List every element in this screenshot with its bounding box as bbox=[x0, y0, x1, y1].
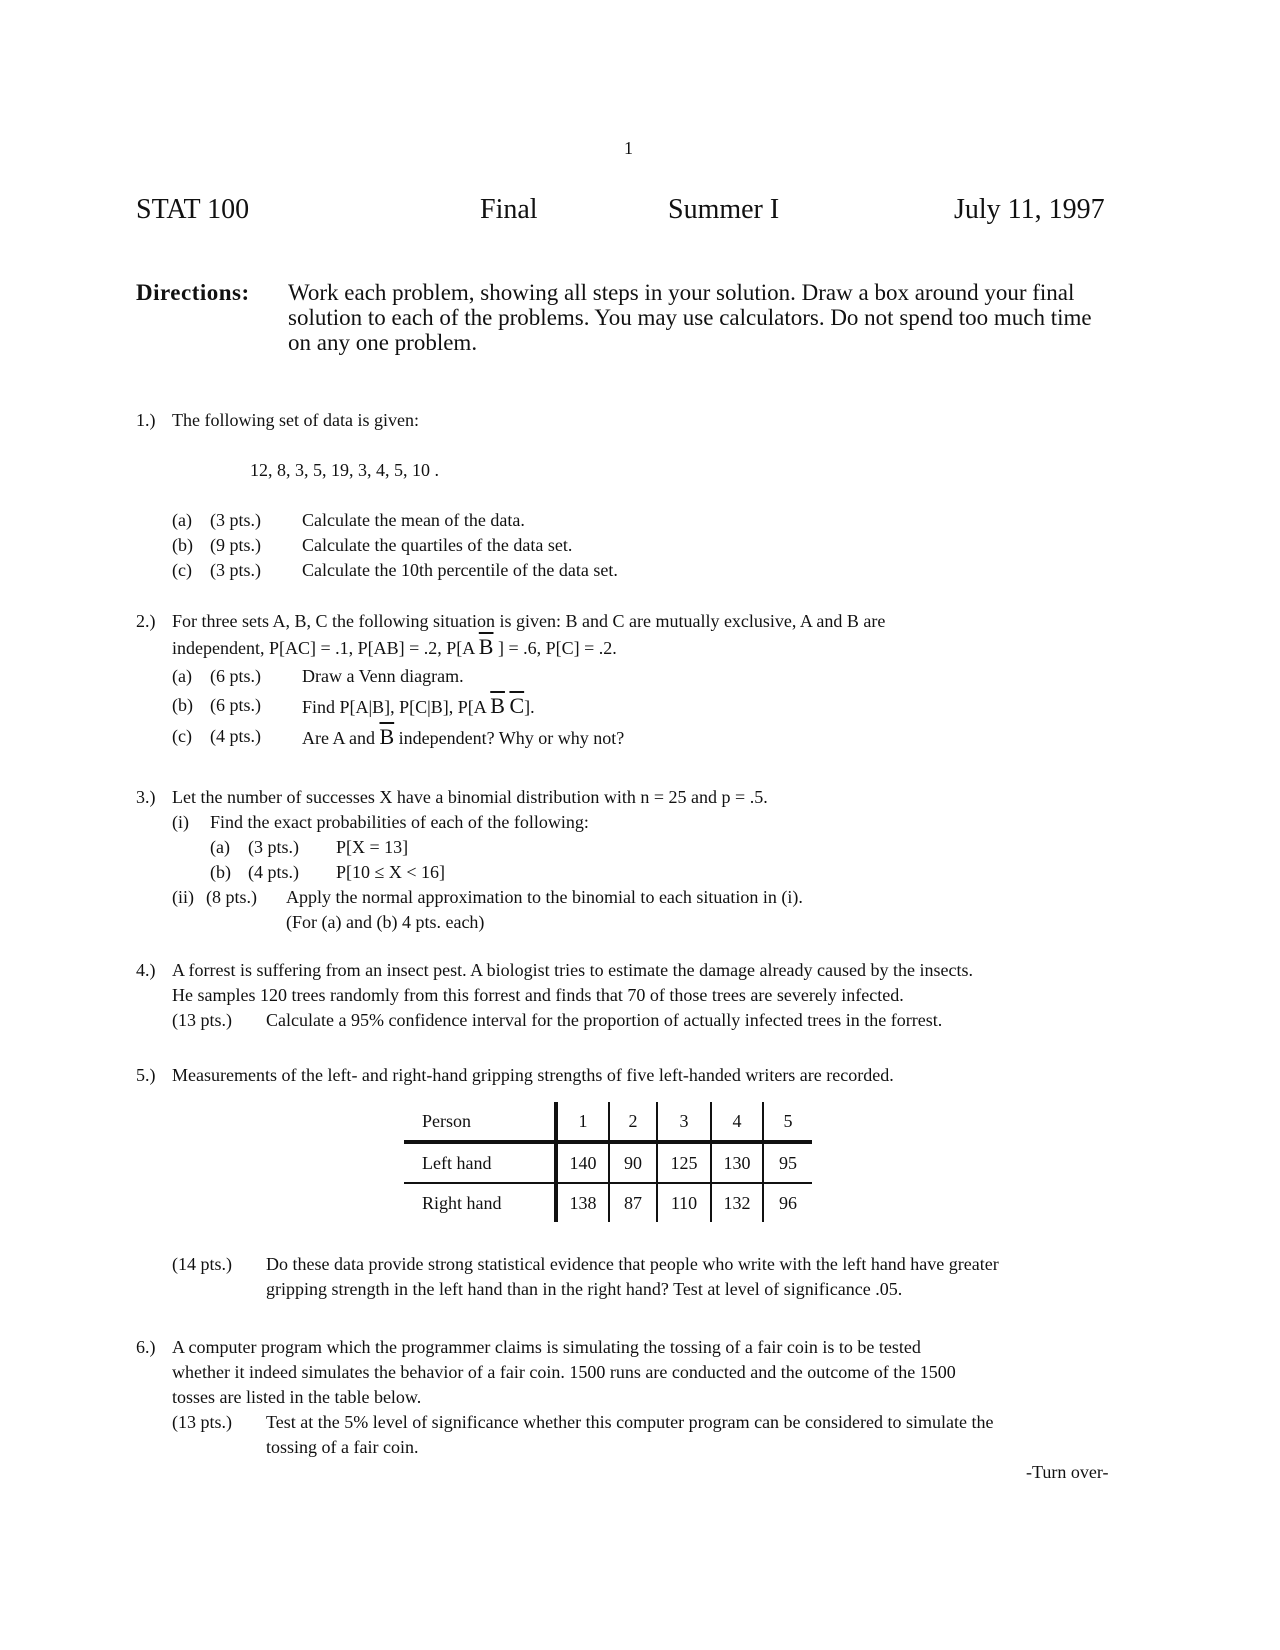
part-label: (a) bbox=[172, 510, 192, 530]
part-label: (b) bbox=[172, 695, 193, 715]
part-c bbox=[172, 724, 625, 749]
question-number: 3.) bbox=[136, 787, 156, 807]
part-label: (b) bbox=[210, 862, 231, 882]
question-stem-line3: tosses are listed in the table below. bbox=[172, 1387, 422, 1407]
part-points: (4 pts.) bbox=[248, 862, 299, 882]
table-header-row bbox=[404, 1102, 812, 1142]
table-cell: 96 bbox=[763, 1183, 812, 1222]
stem-text: independent, P[AC] = .1, P[AB] = .2, P[A bbox=[172, 638, 475, 658]
table-cell: 138 bbox=[556, 1183, 609, 1222]
question-number: 2.) bbox=[136, 611, 156, 631]
exam-date: July 11, 1997 bbox=[954, 194, 1105, 225]
question-stem-line1: For three sets A, B, C the following situation is given: B and C are mutually exclusive, A and B are bbox=[172, 611, 886, 631]
table-row bbox=[404, 1183, 812, 1222]
question-1 bbox=[136, 408, 1136, 588]
part-text-d: ]. bbox=[524, 697, 535, 717]
sub-i-text: Find the exact probabilities of each of the following: bbox=[210, 812, 589, 832]
question-number: 4.) bbox=[136, 960, 156, 980]
c-complement: $\overline{C}$ bbox=[509, 693, 525, 718]
task-text-line2: tossing of a fair coin. bbox=[266, 1437, 419, 1457]
question-number: 6.) bbox=[136, 1337, 156, 1357]
part-text: Calculate the mean of the data. bbox=[302, 510, 525, 530]
question-stem-line2: whether it indeed simulates the behavior of a fair coin. 1500 runs are conducted and the outcome of the 1500 bbox=[172, 1362, 956, 1382]
table-header-cell: 1 bbox=[556, 1102, 609, 1142]
task-points: (14 pts.) bbox=[172, 1254, 232, 1274]
question-number: 5.) bbox=[136, 1065, 156, 1085]
task-text-line1: Test at the 5% level of significance whether this computer program can be considered to simulate the bbox=[266, 1412, 994, 1432]
part-label: (b) bbox=[172, 535, 193, 555]
task-text-line1: Do these data provide strong statistical evidence that people who write with the left hand have greater bbox=[266, 1254, 999, 1274]
part-a bbox=[172, 508, 525, 533]
table-cell: 125 bbox=[657, 1142, 711, 1183]
task-points: (13 pts.) bbox=[172, 1010, 232, 1030]
table-cell: 130 bbox=[711, 1142, 763, 1183]
table-cell: Right hand bbox=[422, 1192, 502, 1213]
question-6 bbox=[136, 1335, 1128, 1465]
question-2 bbox=[136, 609, 1128, 749]
part-text: Draw a Venn diagram. bbox=[302, 666, 464, 686]
part-a bbox=[210, 835, 409, 860]
table-cell: 95 bbox=[763, 1142, 812, 1183]
stem-text: ] = .6, P[C] = .2. bbox=[497, 638, 617, 658]
part-text: Calculate the 10th percentile of the data set. bbox=[302, 560, 618, 580]
part-a bbox=[172, 664, 464, 689]
part-b bbox=[210, 860, 446, 885]
question-3 bbox=[136, 785, 1128, 935]
task-text: Calculate a 95% confidence interval for the proportion of actually infected trees in the forrest. bbox=[266, 1010, 943, 1030]
question-stem: Let the number of successes X have a binomial distribution with n = 25 and p = .5. bbox=[172, 787, 768, 807]
question-stem: The following set of data is given: bbox=[172, 410, 419, 430]
part-points: (4 pts.) bbox=[210, 726, 261, 746]
part-text-c: independent? Why or why not? bbox=[398, 728, 625, 748]
question-stem-line1: A forrest is suffering from an insect pest. A biologist tries to estimate the damage already caused by the insects. bbox=[172, 960, 973, 980]
b-complement: $\overline{B}$ bbox=[478, 634, 494, 659]
part-points: (6 pts.) bbox=[210, 666, 261, 686]
part-c bbox=[172, 558, 618, 583]
part-label: (a) bbox=[172, 666, 192, 686]
part-points: (9 pts.) bbox=[210, 535, 261, 555]
table-header-cell: 5 bbox=[763, 1102, 812, 1142]
exam-title: Final bbox=[480, 194, 538, 225]
table-cell: 132 bbox=[711, 1183, 763, 1222]
part-points: (6 pts.) bbox=[210, 695, 261, 715]
page-number: 1 bbox=[624, 138, 633, 158]
part-b bbox=[172, 533, 573, 558]
table-cell: Left hand bbox=[404, 1142, 556, 1183]
table-header-cell: Person bbox=[404, 1102, 556, 1142]
sub-i-label: (i) bbox=[172, 812, 189, 832]
table-header-cell: 2 bbox=[609, 1102, 657, 1142]
part-text-a: Find P[A|B], P[C|B], P[A bbox=[302, 697, 486, 717]
data-set: 12, 8, 3, 5, 19, 3, 4, 5, 10 . bbox=[250, 460, 439, 480]
part-b bbox=[172, 693, 535, 718]
question-number: 1.) bbox=[136, 410, 156, 430]
part-text bbox=[302, 693, 535, 720]
b-complement: $\overline{B}$ bbox=[379, 724, 395, 749]
part-points: (3 pts.) bbox=[248, 837, 299, 857]
task-text-line2: gripping strength in the left hand than in the right hand? Test at level of significance .05. bbox=[266, 1279, 903, 1299]
sub-ii-label: (ii) bbox=[172, 887, 194, 907]
directions-text: Work each problem, showing all steps in your solution. Draw a box around your final solution to each of the problems. You may use calculators. Do not spend too much time on any one problem. bbox=[288, 280, 1092, 355]
table-cell: 87 bbox=[609, 1183, 657, 1222]
question-4 bbox=[136, 958, 1128, 1038]
part-text: Calculate the quartiles of the data set. bbox=[302, 535, 573, 555]
question-stem-line1: A computer program which the programmer claims is simulating the tossing of a fair coin is to be tested bbox=[172, 1337, 921, 1357]
table-row bbox=[404, 1142, 812, 1183]
sub-ii-text: Apply the normal approximation to the binomial to each situation in (i). bbox=[286, 887, 803, 907]
table-header-cell: 4 bbox=[711, 1102, 763, 1142]
course-title: STAT 100 bbox=[136, 194, 250, 225]
part-points: (3 pts.) bbox=[210, 560, 261, 580]
part-text: P[X = 13] bbox=[336, 837, 409, 857]
task-points: (13 pts.) bbox=[172, 1412, 232, 1432]
turn-over-note: -Turn over- bbox=[1026, 1462, 1109, 1482]
table-cell: 90 bbox=[609, 1142, 657, 1183]
b-complement: $\overline{B}$ bbox=[490, 693, 505, 718]
table-cell: 140 bbox=[556, 1142, 609, 1183]
table-cell: 110 bbox=[657, 1183, 711, 1222]
directions-label: Directions: bbox=[136, 280, 250, 305]
question-stem-line2 bbox=[172, 634, 617, 661]
part-label: (c) bbox=[172, 560, 192, 580]
grip-strength-table bbox=[404, 1102, 812, 1222]
part-label: (c) bbox=[172, 726, 192, 746]
term-label: Summer I bbox=[668, 194, 780, 225]
part-label: (a) bbox=[210, 837, 230, 857]
question-stem: Measurements of the left- and right-hand gripping strengths of five left-handed writers are recorded. bbox=[172, 1065, 894, 1085]
part-text-a: Are A and bbox=[302, 728, 375, 748]
sub-ii-note: (For (a) and (b) 4 pts. each) bbox=[286, 912, 485, 932]
sub-ii-points: (8 pts.) bbox=[206, 887, 257, 907]
question-5-task bbox=[136, 1252, 1128, 1307]
part-points: (3 pts.) bbox=[210, 510, 261, 530]
part-text bbox=[302, 724, 624, 751]
question-stem-line2: He samples 120 trees randomly from this forrest and finds that 70 of those trees are severely infected. bbox=[172, 985, 904, 1005]
table-header-cell: 3 bbox=[657, 1102, 711, 1142]
part-text: P[10 ≤ X < 16] bbox=[336, 862, 446, 882]
